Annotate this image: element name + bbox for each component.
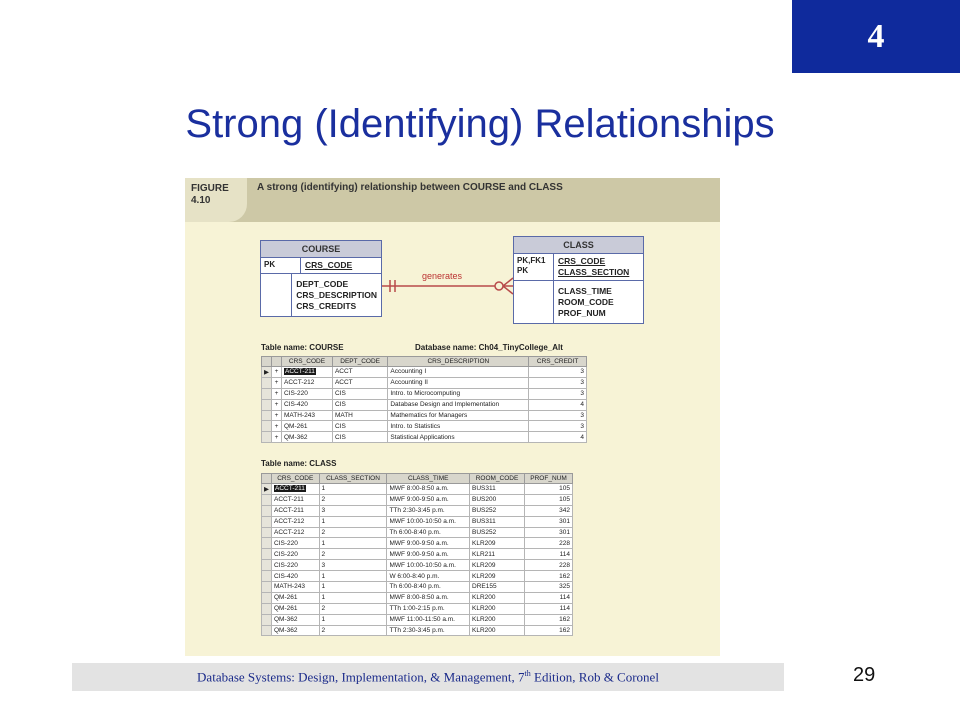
table-row[interactable] (262, 484, 573, 495)
class-pk-attrs (554, 254, 643, 280)
expand-icon: + (272, 410, 282, 421)
footer-citation: Database Systems: Design, Implementation, & Management, 7th Edition, Rob & Coronel (197, 669, 659, 685)
table-cell: Th 6:00-8:40 p.m. (387, 527, 470, 538)
row-selector (262, 388, 272, 399)
column-header: PROF_NUM (525, 474, 573, 484)
table-cell: QM-261 (272, 592, 320, 603)
table-cell: DRE155 (470, 582, 525, 593)
table-row[interactable] (262, 603, 573, 614)
course-pk-attrs (301, 258, 381, 273)
table-cell: 3 (529, 410, 587, 421)
course-attrs (292, 274, 381, 316)
table-cell: KLR200 (470, 603, 525, 614)
table-cell: 3 (319, 560, 387, 571)
table-cell: Intro. to Statistics (388, 421, 529, 432)
table-cell: 4 (529, 399, 587, 410)
relationship-label: generates (422, 271, 463, 281)
table-cell: Database Design and Implementation (388, 399, 529, 410)
column-header: ROOM_CODE (470, 474, 525, 484)
entity-attribute: CLASS_SECTION (558, 267, 630, 277)
chapter-badge: 4 (792, 0, 960, 73)
table-cell: Th 6:00-8:40 p.m. (387, 582, 470, 593)
table-cell: 1 (319, 538, 387, 549)
table-row[interactable] (262, 432, 587, 443)
table-cell: CIS (332, 421, 387, 432)
table-row[interactable] (262, 625, 573, 636)
entity-attribute: ROOM_CODE (558, 297, 614, 307)
table-row[interactable] (262, 367, 587, 378)
row-selector (262, 603, 272, 614)
table-cell: CIS-220 (282, 388, 333, 399)
selected-cell-text: ACCT-211 (285, 368, 315, 376)
table-cell: QM-362 (282, 432, 333, 443)
table-cell: CIS (332, 432, 387, 443)
column-header: DEPT_CODE (332, 357, 387, 367)
table-cell: MWF 10:00-10:50 a.m. (387, 560, 470, 571)
table-row[interactable] (262, 571, 573, 582)
entity-attribute: DEPT_CODE (296, 279, 349, 289)
table-cell: 3 (529, 367, 587, 378)
table-cell (282, 367, 333, 378)
table-cell: MWF 9:00-9:50 a.m. (387, 538, 470, 549)
figure-panel (185, 178, 720, 656)
row-selector (262, 410, 272, 421)
table-cell: KLR209 (470, 538, 525, 549)
table-cell: TTh 1:00-2:15 p.m. (387, 603, 470, 614)
table-row[interactable] (262, 494, 573, 505)
table-cell: QM-362 (272, 614, 320, 625)
table-cell: 3 (529, 388, 587, 399)
table-row[interactable] (262, 516, 573, 527)
table-cell: ACCT-212 (272, 516, 320, 527)
slide-title: Strong (Identifying) Relationships (185, 102, 775, 146)
column-header: CRS_CREDIT (529, 357, 587, 367)
table-cell: 342 (525, 505, 573, 516)
table-cell: ACCT-211 (272, 505, 320, 516)
row-selector (262, 614, 272, 625)
table-row[interactable] (262, 527, 573, 538)
table-row[interactable] (262, 399, 587, 410)
table-cell: 2 (319, 527, 387, 538)
table-cell: 162 (525, 571, 573, 582)
table-cell: MATH-243 (272, 582, 320, 593)
table-row[interactable] (262, 549, 573, 560)
table-cell: KLR200 (470, 614, 525, 625)
row-selector (262, 421, 272, 432)
table-cell: MWF 9:00-9:50 a.m. (387, 549, 470, 560)
expand-icon: + (272, 367, 282, 378)
entity-attribute: CRS_CREDITS (296, 301, 357, 311)
row-selector (262, 527, 272, 538)
row-selector (262, 571, 272, 582)
class-table (261, 473, 573, 636)
table-cell: 105 (525, 494, 573, 505)
table-cell: ACCT-212 (282, 377, 333, 388)
table-row[interactable] (262, 410, 587, 421)
table-cell: MATH-243 (282, 410, 333, 421)
row-selector (262, 625, 272, 636)
table-cell: KLR209 (470, 560, 525, 571)
column-header: CRS_CODE (272, 474, 320, 484)
table-cell: 1 (319, 592, 387, 603)
table-cell: BUS311 (470, 484, 525, 495)
table-cell: KLR211 (470, 549, 525, 560)
column-header: CRS_CODE (282, 357, 333, 367)
page-number: 29 (853, 664, 876, 686)
course-table-name: Table name: COURSE (261, 343, 344, 352)
table-cell: QM-261 (272, 603, 320, 614)
table-cell (272, 484, 320, 495)
table-cell: Statistical Applications (388, 432, 529, 443)
table-cell: CIS-220 (272, 560, 320, 571)
class-table-name: Table name: CLASS (261, 459, 337, 468)
table-cell: QM-362 (272, 625, 320, 636)
table-cell: 325 (525, 582, 573, 593)
table-cell: MWF 8:00-8:50 a.m. (387, 592, 470, 603)
table-cell: MWF 9:00-9:50 a.m. (387, 494, 470, 505)
expand-icon: + (272, 388, 282, 399)
row-selector (262, 592, 272, 603)
row-selector (262, 505, 272, 516)
table-row[interactable] (262, 538, 573, 549)
table-cell: 228 (525, 560, 573, 571)
table-cell: 3 (529, 377, 587, 388)
entity-attribute: CRS_DESCRIPTION (296, 290, 377, 300)
table-cell: 228 (525, 538, 573, 549)
class-entity (513, 236, 644, 324)
course-entity (260, 240, 382, 317)
table-row[interactable] (262, 614, 573, 625)
table-row[interactable] (262, 560, 573, 571)
table-row[interactable] (262, 582, 573, 593)
row-selector (262, 582, 272, 593)
expand-icon: + (272, 377, 282, 388)
course-pk-keys: PK (261, 258, 301, 273)
table-cell: ACCT-212 (272, 527, 320, 538)
table-cell: 1 (319, 614, 387, 625)
expand-icon: + (272, 399, 282, 410)
table-cell: 162 (525, 614, 573, 625)
table-cell: MWF 10:00-10:50 a.m. (387, 516, 470, 527)
entity-attribute: CRS_CODE (558, 256, 606, 266)
table-cell: ACCT (332, 367, 387, 378)
table-cell: ACCT-211 (272, 494, 320, 505)
table-cell: 1 (319, 484, 387, 495)
table-cell: CIS-420 (282, 399, 333, 410)
table-cell: Accounting I (388, 367, 529, 378)
column-header: CRS_DESCRIPTION (388, 357, 529, 367)
entity-attribute: CRS_CODE (305, 260, 353, 270)
table-cell: 4 (529, 432, 587, 443)
figure-label: FIGURE 4.10 (185, 178, 247, 222)
database-name: Database name: Ch04_TinyCollege_Alt (415, 343, 563, 352)
expand-icon: + (272, 432, 282, 443)
table-cell: 2 (319, 494, 387, 505)
course-table (261, 356, 587, 443)
table-cell: CIS (332, 399, 387, 410)
class-entity-name: CLASS (514, 237, 643, 254)
table-cell: BUS200 (470, 494, 525, 505)
row-selector (262, 494, 272, 505)
column-header: CLASS_SECTION (319, 474, 387, 484)
table-cell: 301 (525, 527, 573, 538)
row-selector (262, 516, 272, 527)
table-cell: MATH (332, 410, 387, 421)
table-cell: MWF 8:00-8:50 a.m. (387, 484, 470, 495)
table-cell: 2 (319, 625, 387, 636)
table-cell: 1 (319, 516, 387, 527)
expand-icon: + (272, 421, 282, 432)
row-selector (262, 549, 272, 560)
class-pk-keys: PK,FK1 PK (514, 254, 554, 280)
table-cell: 2 (319, 549, 387, 560)
figure-caption: A strong (identifying) relationship between COURSE and CLASS (257, 182, 563, 193)
table-row[interactable] (262, 592, 573, 603)
row-selector: ▶ (262, 367, 272, 378)
table-cell: CIS-220 (272, 538, 320, 549)
row-selector: ▶ (262, 484, 272, 495)
table-cell: Accounting II (388, 377, 529, 388)
table-cell: 1 (319, 571, 387, 582)
row-selector (262, 377, 272, 388)
course-entity-name: COURSE (261, 241, 381, 258)
table-cell: 114 (525, 603, 573, 614)
table-cell: ACCT (332, 377, 387, 388)
table-cell: CIS (332, 388, 387, 399)
table-cell: Intro. to Microcomputing (388, 388, 529, 399)
table-cell: KLR200 (470, 592, 525, 603)
table-row[interactable] (262, 505, 573, 516)
column-header: CLASS_TIME (387, 474, 470, 484)
table-cell: TTh 2:30-3:45 p.m. (387, 505, 470, 516)
table-cell: BUS252 (470, 505, 525, 516)
table-cell: 105 (525, 484, 573, 495)
selected-cell-text: ACCT-211 (275, 485, 305, 493)
table-cell: BUS311 (470, 516, 525, 527)
row-selector (262, 399, 272, 410)
table-cell: 3 (319, 505, 387, 516)
table-cell: CIS-220 (272, 549, 320, 560)
entity-attribute: PROF_NUM (558, 308, 606, 318)
table-cell: 301 (525, 516, 573, 527)
entity-attribute: CLASS_TIME (558, 286, 612, 296)
row-selector (262, 432, 272, 443)
table-cell: BUS252 (470, 527, 525, 538)
table-cell: TTh 2:30-3:45 p.m. (387, 625, 470, 636)
table-cell: 1 (319, 582, 387, 593)
class-attrs (554, 281, 643, 323)
table-cell: 114 (525, 549, 573, 560)
table-cell: Mathematics for Managers (388, 410, 529, 421)
table-cell: 2 (319, 603, 387, 614)
table-cell: KLR209 (470, 571, 525, 582)
table-cell: MWF 11:00-11:50 a.m. (387, 614, 470, 625)
table-cell: QM-261 (282, 421, 333, 432)
table-row[interactable] (262, 388, 587, 399)
row-selector (262, 560, 272, 571)
row-selector (262, 538, 272, 549)
table-cell: W 6:00-8:40 p.m. (387, 571, 470, 582)
table-cell: 162 (525, 625, 573, 636)
table-cell: 3 (529, 421, 587, 432)
table-cell: KLR200 (470, 625, 525, 636)
table-cell: 114 (525, 592, 573, 603)
table-row[interactable] (262, 421, 587, 432)
table-cell: CIS-420 (272, 571, 320, 582)
table-row[interactable] (262, 377, 587, 388)
